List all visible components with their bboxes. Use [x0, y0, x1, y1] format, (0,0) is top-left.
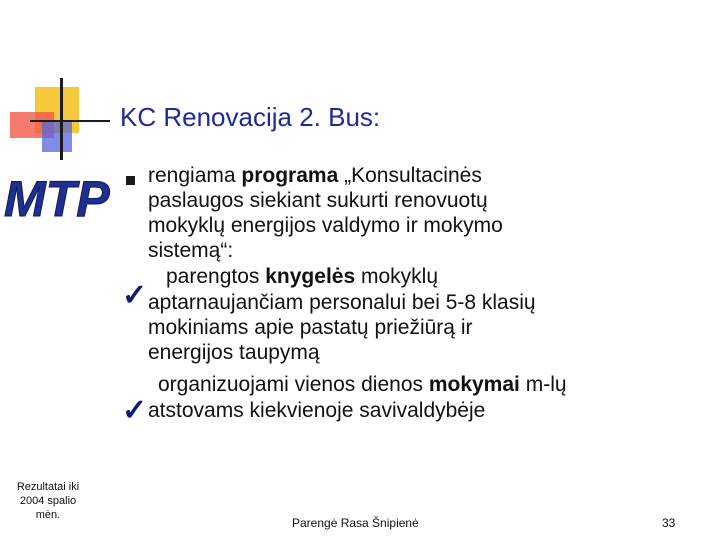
decor-vertical-line — [60, 78, 63, 160]
body-line-7: mokiniams apie pastatų priežiūrą ir — [148, 316, 473, 339]
body-line-4: sistemą“: — [148, 239, 234, 262]
slide-title: KC Renovacija 2. Bus: — [120, 102, 381, 132]
body-line-10: atstovams kiekvienoje savivaldybėje — [148, 399, 486, 422]
square-bullet-icon — [126, 176, 135, 185]
decor-blue-square — [42, 120, 72, 152]
decor-horizontal-line — [30, 120, 110, 122]
logo-text: MTP — [4, 171, 110, 224]
check-icon: ✓ — [122, 279, 148, 312]
body-line-8: energijos taupymą — [148, 341, 320, 364]
body-line-6: aptarnaujančiam personalui bei 5-8 klasių — [148, 291, 536, 314]
footer-results-note: Rezultatai iki 2004 spalio mėn. — [16, 481, 80, 521]
body-line-1: rengiama programa „Konsultacinės — [148, 164, 482, 187]
body-line-2: paslaugos siekiant sukurti renovuotų — [148, 189, 488, 212]
check-icon: ✓ — [122, 394, 148, 427]
body-line-9: organizuojami vienos dienos mokymai m-lų — [158, 373, 567, 396]
footer-author: Parengė Rasa Šnipienė — [292, 516, 419, 530]
body-line-3: mokyklų energijos valdymo ir mokymo — [148, 214, 503, 237]
mtp-logo — [2, 170, 112, 224]
body-line-5: parengtos knygelės mokyklų — [166, 265, 438, 288]
page-number: 33 — [662, 516, 676, 530]
